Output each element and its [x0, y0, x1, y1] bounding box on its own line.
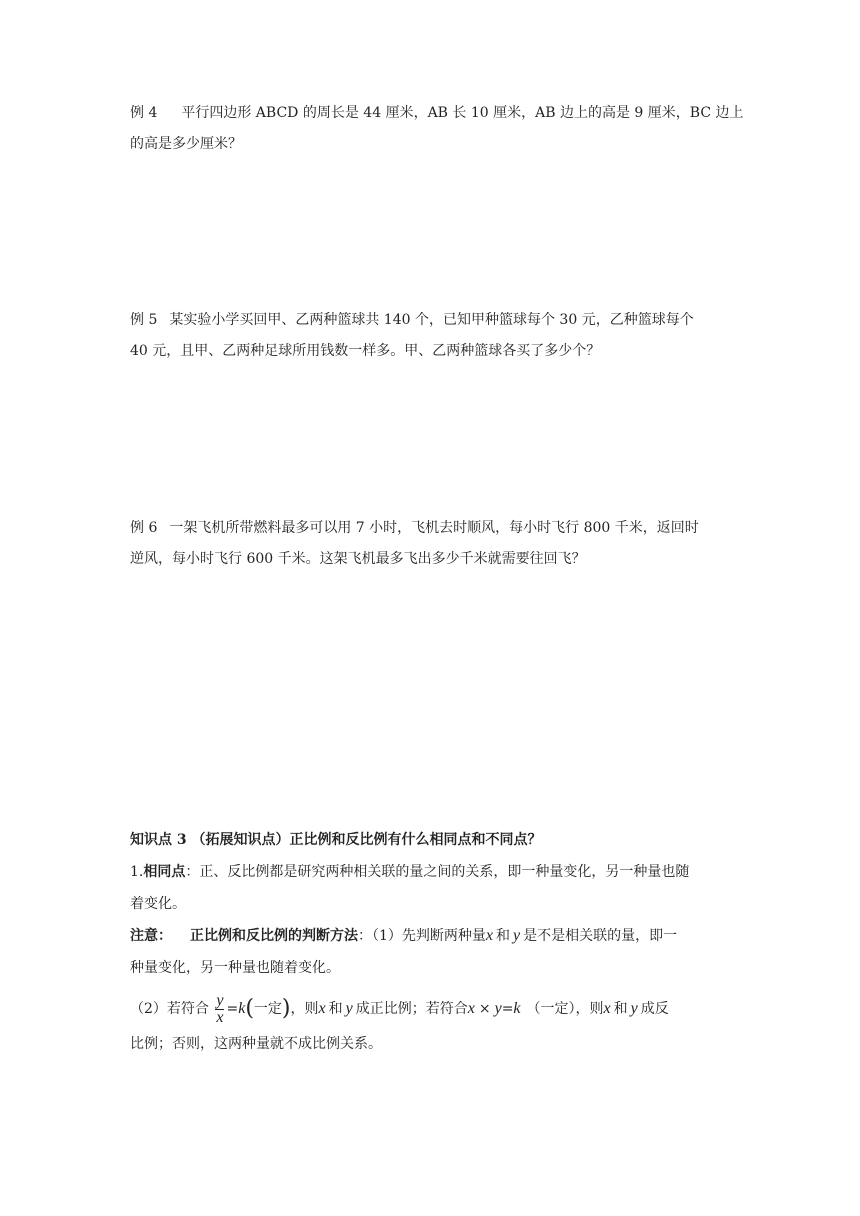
var-x-2: x — [318, 1000, 326, 1017]
kp3-paragraph-1 — [130, 856, 730, 888]
times-sign: × — [478, 1001, 491, 1017]
knowledge-point-3 — [130, 824, 730, 1060]
kp3-c2-text-b: ，则 — [290, 1001, 319, 1017]
kp3-note-text-3: 是不是相关联的量，即一 — [523, 928, 678, 944]
kp3-c2-text-a: （2）若符合 — [130, 1001, 209, 1017]
example-5-line-2: 40 元，且甲、乙两种足球所用钱数一样多。甲、乙两种篮球各买了多少个？ — [130, 343, 601, 359]
var-y: y — [513, 927, 521, 944]
kp3-heading: 知识点 3 （拓展知识点）正比例和反比例有什么相同点和不同点？ — [130, 832, 542, 848]
example-4-text-1: 平行四边形 ABCD 的周长是 44 厘米，AB 长 10 厘米，AB 边上的高是 9 厘米，BC 边上 — [181, 105, 744, 121]
kp3-note-label: 注意： — [130, 928, 172, 944]
example-4 — [130, 98, 744, 160]
var-y-4: y — [630, 1000, 638, 1017]
var-y-2: y — [345, 1000, 353, 1017]
kp3-note-line-2: 种量变化，另一种量也随着变化。 — [130, 960, 340, 976]
var-k: k — [238, 1000, 246, 1017]
kp3-c2-text-d: 成正比例；若符合 — [355, 1001, 468, 1017]
kp3-note-text-1: ：（1）先判断两种量 — [358, 928, 486, 944]
kp3-p1-text-2: 着变化。 — [130, 896, 186, 912]
kp3-c2-line-2: 比例；否则，这两种量就不成比例关系。 — [130, 1036, 382, 1052]
paren-right: ) — [281, 996, 291, 1021]
var-x: x — [485, 927, 494, 944]
example-6-line-1 — [130, 513, 730, 544]
kp3-p1-bold: 相同点 — [143, 864, 186, 880]
kp3-criterion-2 — [130, 990, 730, 1028]
example-4-label: 例 4 — [130, 105, 158, 121]
var-k-2: k — [513, 1000, 521, 1017]
example-6-label: 例 6 — [130, 520, 158, 536]
var-x-4: x — [603, 1000, 611, 1017]
example-5-text-1: 某实验小学买回甲、乙两种篮球共 140 个，已知甲种篮球每个 30 元，乙种篮球每个 — [169, 312, 694, 328]
example-4-line-2: 的高是多少厘米？ — [130, 136, 242, 152]
var-x-3: x — [467, 1000, 475, 1017]
fraction-y-over-x — [215, 993, 224, 1026]
kp3-c2-text-e: （一定），则 — [526, 1001, 604, 1017]
kp3-c2-text-f: 和 — [613, 1001, 628, 1017]
kp3-p1-number: 1. — [130, 864, 144, 880]
kp3-note-text-2: 和 — [496, 928, 511, 944]
equals-sign-2: = — [501, 1001, 514, 1017]
kp3-p1-text-1: ：正、反比例都是研究两种相关联的量之间的关系，即一种量变化，另一种量也随 — [185, 864, 690, 880]
example-5 — [130, 305, 730, 367]
example-4-line-1 — [130, 98, 744, 129]
example-6-text-1: 一架飞机所带燃料最多可以用 7 小时，飞机去时顺风，每小时飞行 800 千米，返回时 — [169, 520, 699, 536]
fraction-denominator: x — [216, 1008, 224, 1026]
example-5-line-1 — [130, 305, 730, 336]
fraction-numerator: y — [216, 991, 224, 1009]
example-5-label: 例 5 — [130, 312, 158, 328]
kp3-c2-text-c: 和 — [328, 1001, 343, 1017]
kp3-note-line-1 — [130, 920, 730, 952]
example-6-line-2: 逆风，每小时飞行 600 千米。这架飞机最多飞出多少千米就需要往回飞？ — [130, 551, 586, 567]
example-6 — [130, 513, 730, 575]
kp3-c2-text-g: 成反 — [640, 1001, 669, 1017]
var-y-3: y — [494, 1000, 502, 1017]
paren-left: ( — [245, 996, 254, 1021]
kp3-note-bold: 正比例和反比例的判断方法 — [190, 928, 358, 944]
equals-sign: = — [226, 1001, 239, 1017]
yiding-text: 一定 — [253, 1001, 282, 1017]
